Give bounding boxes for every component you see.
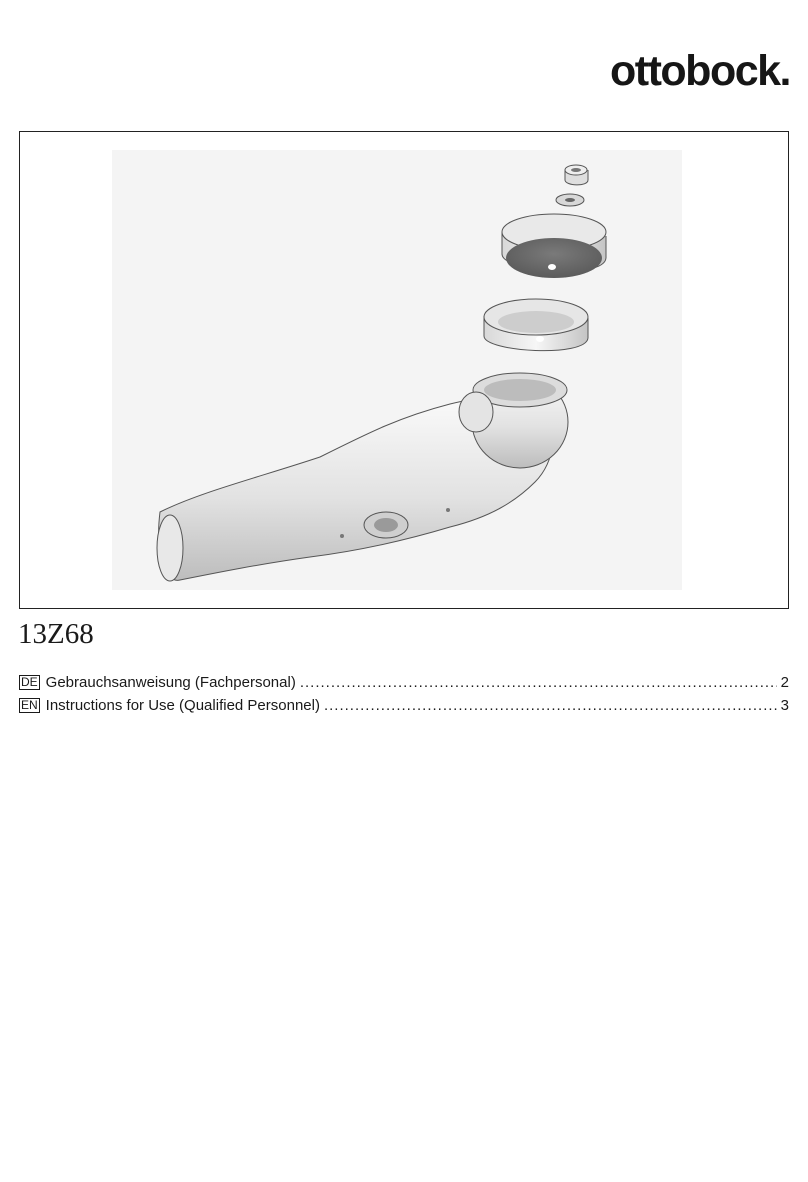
toc-page-number: 3 bbox=[780, 697, 789, 714]
toc-leader-dots bbox=[300, 671, 777, 694]
toc-page-number: 2 bbox=[780, 674, 789, 691]
toc-leader-dots bbox=[324, 694, 777, 717]
language-badge-en: EN bbox=[21, 698, 38, 712]
toc-entry-title: Instructions for Use (Qualified Personnel) bbox=[45, 697, 320, 714]
product-number-title: 13Z68 bbox=[18, 618, 94, 650]
toc-entry-en[interactable] bbox=[19, 694, 789, 717]
toc-entry-title: Gebrauchsanweisung (Fachpersonal) bbox=[45, 674, 296, 691]
table-of-contents bbox=[19, 671, 789, 717]
exploded-view-illustration bbox=[20, 132, 788, 608]
ottobock-logo: ottobock. bbox=[610, 47, 790, 95]
language-badge-de: DE bbox=[21, 675, 38, 689]
toc-entry-de[interactable] bbox=[19, 671, 789, 694]
product-illustration-frame bbox=[19, 131, 789, 609]
